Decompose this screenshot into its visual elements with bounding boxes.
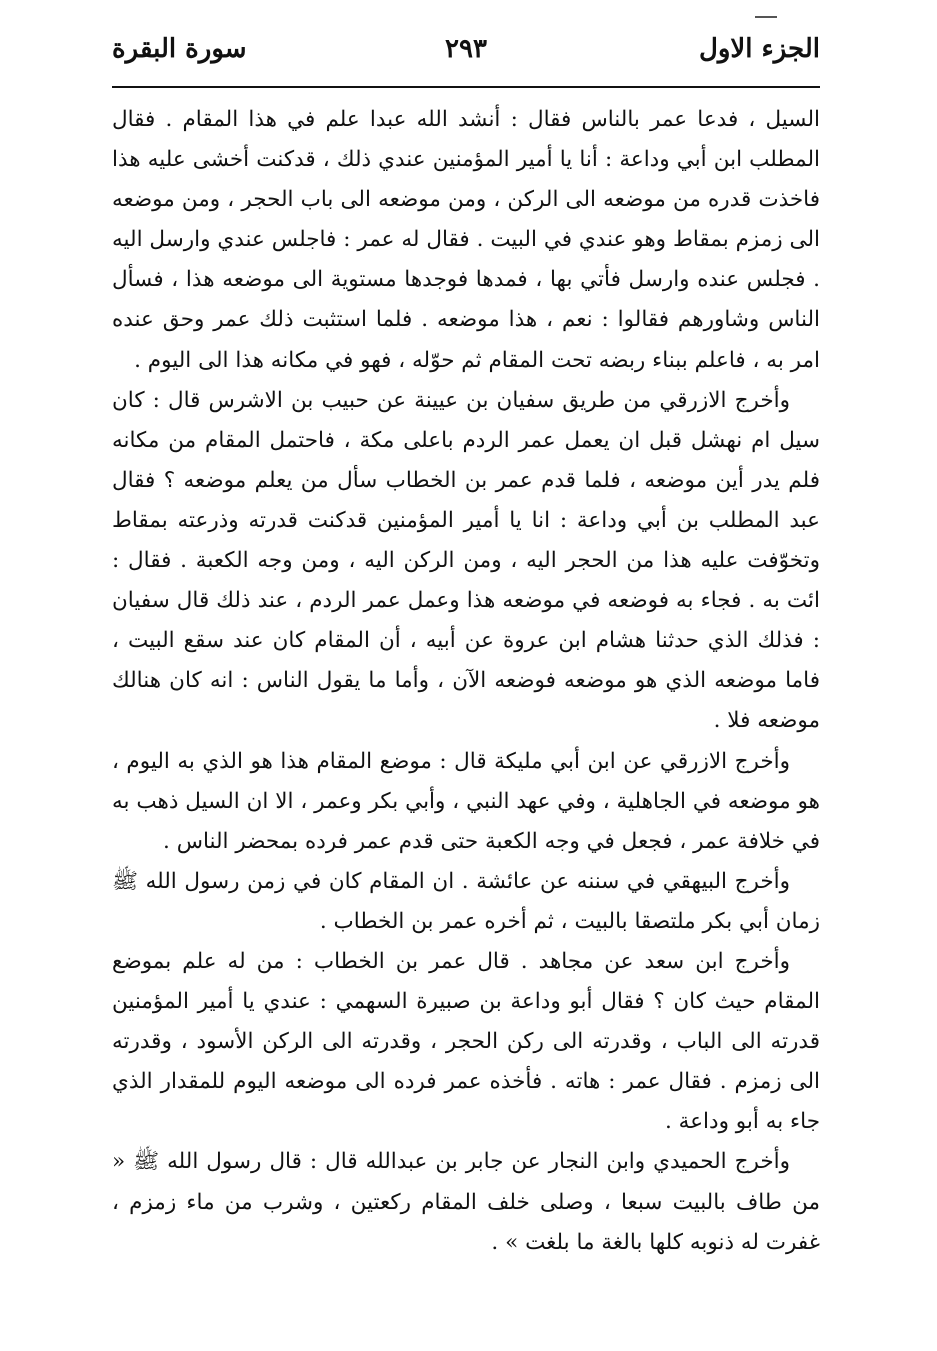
page-body bbox=[112, 100, 820, 1263]
paragraph: وأخرج البيهقي في سننه عن عائشة . ان المقام كان في زمن رسول الله ﷺ زمان أبي بكر ملتصقا بالبيت ، ثم أخره عمر بن الخطاب . bbox=[112, 868, 820, 934]
running-header bbox=[112, 30, 820, 74]
surah-label: سورة البقرة bbox=[112, 34, 247, 64]
paragraph: السيل ، فدعا عمر بالناس فقال : أنشد الله عبدا علم في هذا المقام . فقال المطلب ابن أبي وداعة : أنا يا أمير المؤمنين عندي ذلك ، قدكنت أخشى عليه هذا فاخذت قدره من موضعه الى الركن ، ومن موضعه الى باب الحجر ، ومن موضعه الى زمزم بمقاط وهو عندي في البيت . فقال له عمر : فاجلس عندي وارسل اليه . فجلس عنده وارسل فأتي بها ، فمدها فوجدها مستوية الى موضعه هذا ، فسأل الناس وشاورهم فقالوا : نعم ، هذا موضعه . فلما استثبت ذلك عمر وحق عنده امر به ، فاعلم ببناء ربضه تحت المقام ثم حوّله ، فهو في مكانه هذا الى اليوم . bbox=[112, 107, 820, 373]
paragraph: وأخرج الازرقي عن ابن أبي مليكة قال : موضع المقام هذا هو الذي به اليوم ، هو موضعه في الجاهلية ، وفي عهد النبي ، وأبي بكر وعمر ، الا ان السيل ذهب به في خلافة عمر ، فجعل في وجه الكعبة حتى قدم عمر فرده بمحضر الناس . bbox=[112, 748, 820, 854]
paragraph: وأخرج ابن سعد عن مجاهد . قال عمر بن الخطاب : من له علم بموضع المقام حيث كان ؟ فقال أبو وداعة بن صبيرة السهمي : عندي يا أمير المؤمنين قدرته الى الباب ، وقدرته الى ركن الحجر ، وقدرته الى الركن الأسود ، وقدرته الى زمزم . فقال عمر : هاته . فأخذه عمر فرده الى موضعه اليوم للمقدار الذي جاء به أبو وداعة . bbox=[112, 948, 820, 1135]
juz-label: الجزء الاول bbox=[698, 34, 820, 64]
page-number: ٢٩٣ bbox=[445, 34, 487, 64]
page-edge-mark bbox=[755, 16, 777, 18]
paragraph: وأخرج الازرقي من طريق سفيان بن عيينة عن حبيب بن الاشرس قال : كان سيل ام نهشل قبل ان يعمل عمر الردم باعلى مكة ، فاحتمل المقام من مكانه فلم يدر أين موضعه ، فلما قدم عمر بن الخطاب سأل من يعلم موضعه ؟ فقال عبد المطلب بن أبي وداعة : انا يا أمير المؤمنين قدكنت قدرته وذرعته بمقاط وتخوّفت عليه هذا من الحجر اليه ، ومن الركن اليه ، ومن وجه الكعبة . فقال : ائت به . فجاء به فوضعه في موضعه هذا وعمل عمر الردم ، عند ذلك قال سفيان : فذلك الذي حدثنا هشام ابن عروة عن أبيه ، أن المقام كان عند سقع البيت ، فاما موضعه الذي هو موضعه فوضعه الآن ، وأما ما يقول الناس : انه كان هنالك موضعه فلا . bbox=[112, 387, 820, 734]
paragraph: وأخرج الحميدي وابن النجار عن جابر بن عبدالله قال : قال رسول الله ﷺ « من طاف بالبيت سبعا ، وصلى خلف المقام ركعتين ، وشرب من ماء زمزم ، غفرت له ذنوبه كلها بالغة ما بلغت » . bbox=[112, 1149, 820, 1255]
header-rule bbox=[112, 86, 820, 88]
